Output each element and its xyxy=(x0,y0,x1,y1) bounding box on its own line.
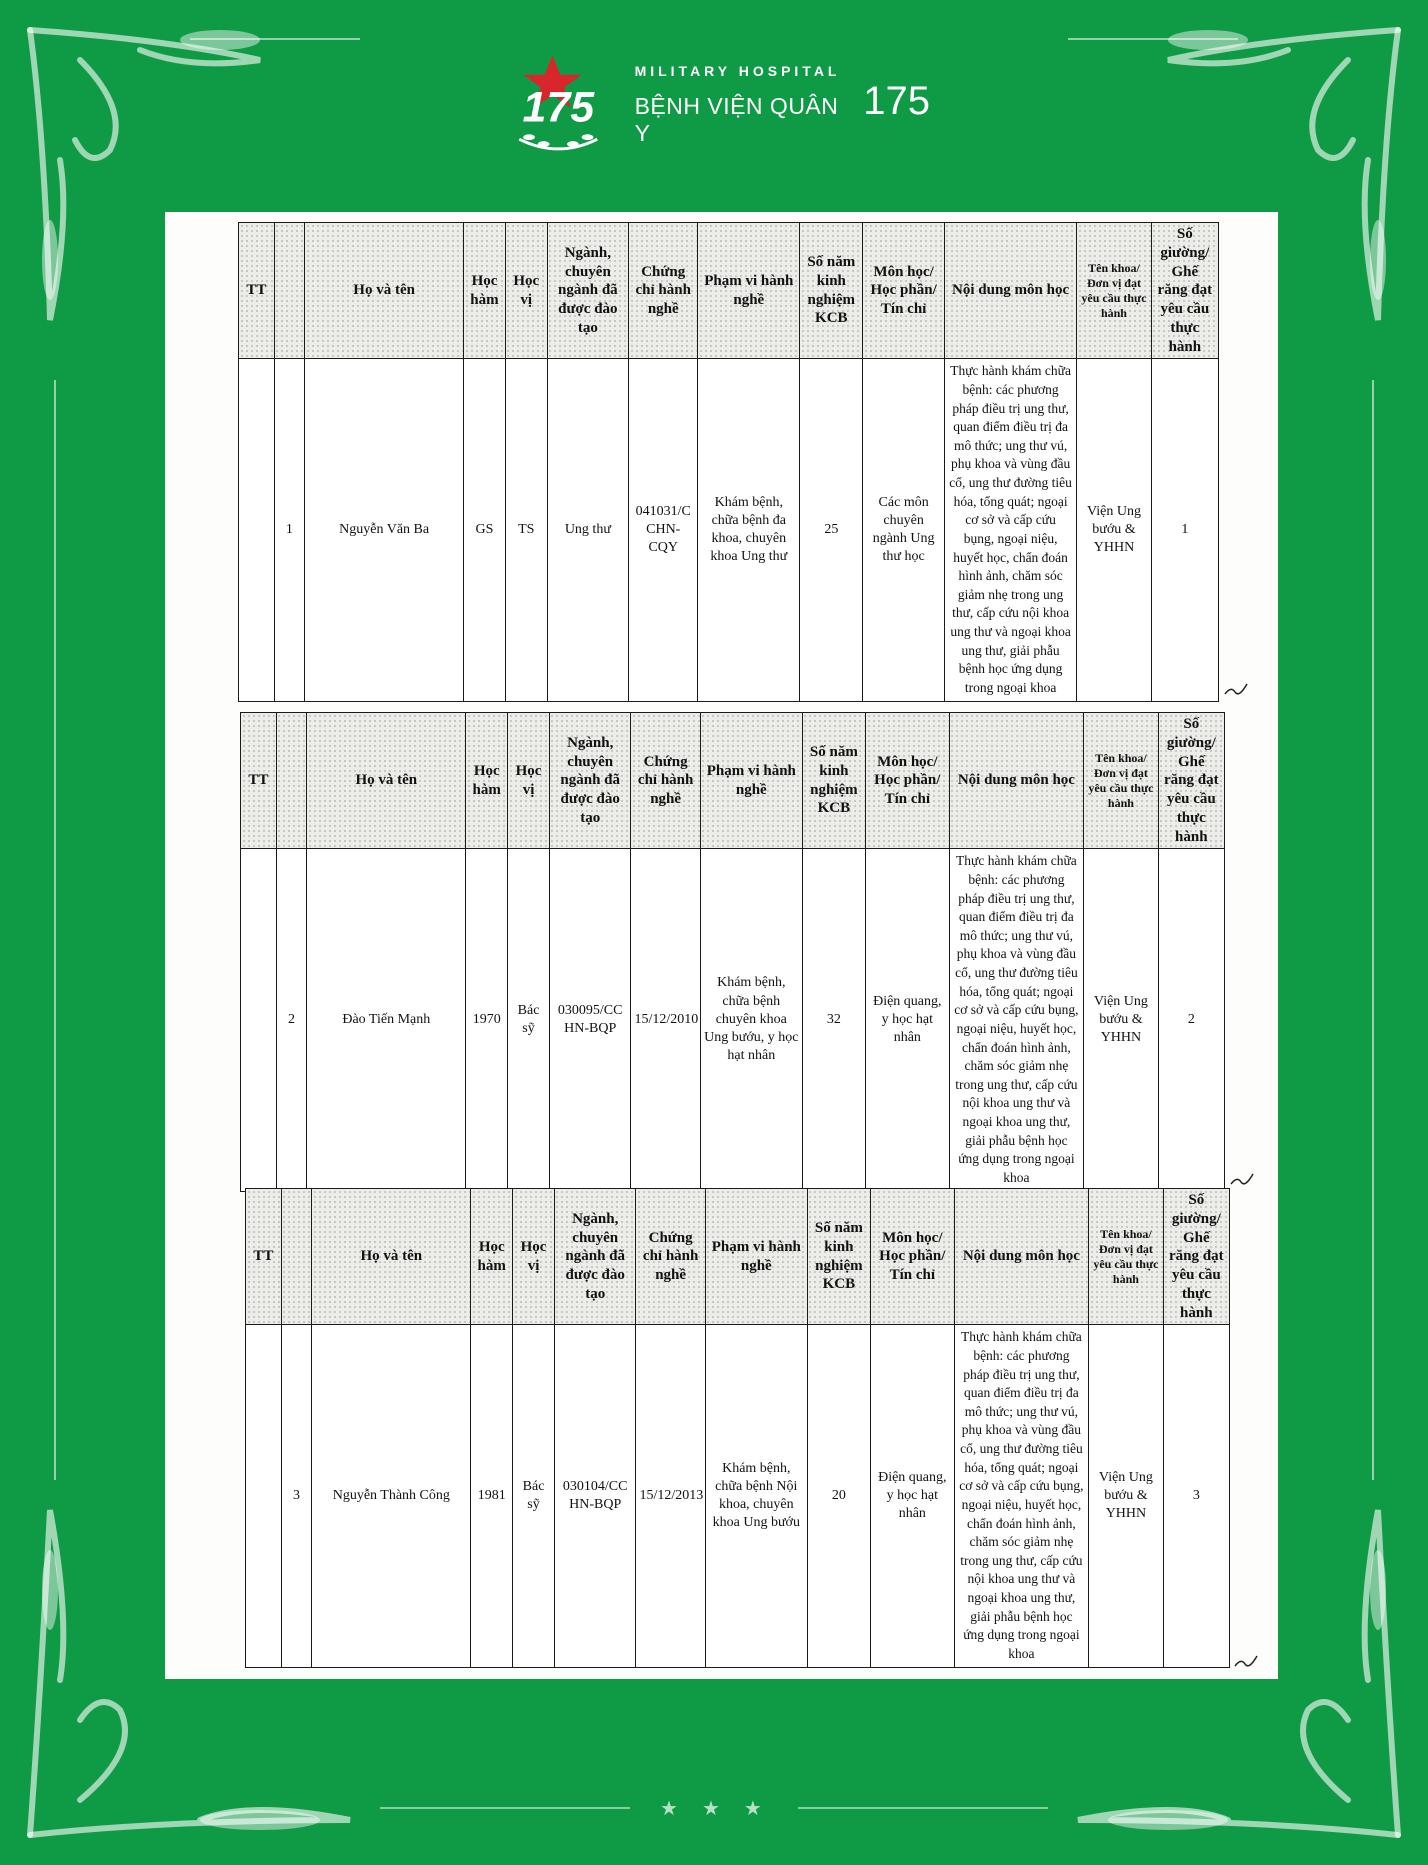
cell-noi-dung: Thực hành khám chữa bệnh: các phương pháp điều trị ung thư, quan điểm điều trị đa mô thức; ung thư vú, phụ khoa và vùng đầu cổ, ung thư đường tiêu hóa, tổng quát; ngoại cơ sở và cấp cứu bụng, ngoại niệu, huyết học, chẩn đoán hình ảnh, chăm sóc giảm nhẹ trong ung thư, cấp cứu nội khoa ung thư và ngoại khoa ung thư, giải phẫu bệnh học ứng dụng trong ngoại khoa xyxy=(949,849,1084,1191)
header-tt: TT xyxy=(239,223,275,359)
initial-mark-icon xyxy=(1223,680,1249,698)
cell-ten-khoa: Viện Ung bướu & YHHN xyxy=(1084,849,1158,1191)
header-nganh: Ngành, chuyên ngành đã được đào tạo xyxy=(547,223,628,359)
header-chung-chi: Chứng chỉ hành nghề xyxy=(631,713,700,849)
cell-ho-ten: Nguyễn Văn Ba xyxy=(305,359,464,701)
header-chung-chi: Chứng chỉ hành nghề xyxy=(636,1189,705,1325)
cell-hoc-vi: Bác sỹ xyxy=(508,849,550,1191)
cell-mon-hoc: Điện quang, y học hạt nhân xyxy=(866,849,950,1191)
cell-ten-khoa: Viện Ung bướu & YHHN xyxy=(1089,1325,1163,1667)
footer-line-left xyxy=(380,1807,630,1809)
cell-tt: 2 xyxy=(276,849,307,1191)
hospital-logo-icon xyxy=(490,50,627,160)
cell-tt: 1 xyxy=(274,359,305,701)
header-so-nam: Số năm kinh nghiệm KCB xyxy=(800,223,863,359)
frame-line-left xyxy=(54,380,56,1480)
cell-blank xyxy=(239,359,275,701)
cell-so-giuong: 2 xyxy=(1158,849,1224,1191)
header-ten-khoa: Tên khoa/ Đơn vị đạt yêu cầu thực hành xyxy=(1089,1189,1163,1325)
header-so-giuong: Số giường/ Ghế răng đạt yêu cầu thực hành xyxy=(1151,223,1218,359)
header-hoc-vi: Học vị xyxy=(508,713,550,849)
header-pham-vi: Phạm vi hành nghề xyxy=(698,223,800,359)
cell-mon-hoc: Điện quang, y học hạt nhân xyxy=(871,1325,955,1667)
brand-text xyxy=(635,63,930,147)
header-pham-vi: Phạm vi hành nghề xyxy=(705,1189,807,1325)
cell-hoc-ham: 1981 xyxy=(471,1325,513,1667)
star-icon: ★ xyxy=(660,1798,678,1820)
header-mon-hoc: Môn học/ Học phần/ Tín chỉ xyxy=(863,223,944,359)
cell-tt: 3 xyxy=(281,1325,312,1667)
header-ten-khoa: Tên khoa/ Đơn vị đạt yêu cầu thực hành xyxy=(1084,713,1158,849)
header-hoc-ham: Học hàm xyxy=(471,1189,513,1325)
cell-so-nam: 25 xyxy=(800,359,863,701)
header-blank xyxy=(274,223,305,359)
brand-line-vi: BỆNH VIỆN QUÂN Y xyxy=(634,93,839,146)
header-tt: TT xyxy=(241,713,277,849)
header-nganh: Ngành, chuyên ngành đã được đào tạo xyxy=(554,1189,636,1325)
header-tt: TT xyxy=(246,1189,282,1325)
cell-noi-dung: Thực hành khám chữa bệnh: các phương pháp điều trị ung thư, quan điểm điều trị đa mô thức; ung thư vú, phụ khoa và vùng đầu cổ, ung thư đường tiêu hóa, tổng quát; ngoại cơ sở và cấp cứu bụng, ngoại niệu, huyết học, chẩn đoán hình ảnh, chăm sóc giảm nhẹ trong ung thư, cấp cứu nội khoa ung thư và ngoại khoa ung thư, giải phẫu bệnh học ứng dụng trong ngoại khoa xyxy=(944,359,1076,701)
header-ho-ten: Họ và tên xyxy=(305,223,464,359)
table-row xyxy=(246,1325,1230,1667)
header-noi-dung: Nội dung môn học xyxy=(949,713,1084,849)
staff-table-1 xyxy=(238,222,1219,702)
cell-blank xyxy=(241,849,277,1191)
header-pham-vi: Phạm vi hành nghề xyxy=(700,713,802,849)
cell-nganh: Ung thư xyxy=(547,359,628,701)
cell-so-giuong: 3 xyxy=(1163,1325,1229,1667)
header-hoc-ham: Học hàm xyxy=(466,713,508,849)
cell-nganh: 030095/CC HN-BQP xyxy=(549,849,631,1191)
cell-hoc-vi: Bác sỹ xyxy=(513,1325,555,1667)
logo-text: 175 xyxy=(522,83,595,132)
header-mon-hoc: Môn học/ Học phần/ Tín chỉ xyxy=(871,1189,955,1325)
brand-number: 175 xyxy=(863,79,930,123)
cell-pham-vi: Khám bệnh, chữa bệnh Nội khoa, chuyên khoa Ung bướu xyxy=(705,1325,807,1667)
header-ho-ten: Họ và tên xyxy=(307,713,466,849)
cell-hoc-ham: GS xyxy=(464,359,506,701)
header-noi-dung: Nội dung môn học xyxy=(944,223,1076,359)
scanned-document xyxy=(165,212,1278,1679)
footer-line-right xyxy=(798,1807,1048,1809)
cell-so-giuong: 1 xyxy=(1151,359,1218,701)
star-icon: ★ xyxy=(743,1798,762,1820)
brand-line-en: MILITARY HOSPITAL xyxy=(634,63,841,79)
hospital-header xyxy=(490,50,930,160)
header-hoc-ham: Học hàm xyxy=(464,223,506,359)
cell-blank xyxy=(246,1325,282,1667)
cell-ten-khoa: Viện Ung bướu & YHHN xyxy=(1077,359,1151,701)
footer-stars xyxy=(660,1796,762,1821)
header-chung-chi: Chứng chỉ hành nghề xyxy=(629,223,698,359)
cell-so-nam: 32 xyxy=(802,849,865,1191)
initial-mark-icon xyxy=(1229,1170,1255,1188)
cell-mon-hoc: Các môn chuyên ngành Ung thư học xyxy=(863,359,944,701)
cell-pham-vi: Khám bệnh, chữa bệnh đa khoa, chuyên khoa Ung thư xyxy=(698,359,800,701)
cell-so-nam: 20 xyxy=(807,1325,870,1667)
header-so-nam: Số năm kinh nghiệm KCB xyxy=(807,1189,870,1325)
cell-pham-vi: Khám bệnh, chữa bệnh chuyên khoa Ung bướu, y học hạt nhân xyxy=(700,849,802,1191)
header-so-giuong: Số giường/ Ghế răng đạt yêu cầu thực hành xyxy=(1163,1189,1229,1325)
cell-nganh: 030104/CC HN-BQP xyxy=(554,1325,636,1667)
header-so-nam: Số năm kinh nghiệm KCB xyxy=(802,713,865,849)
star-icon: ★ xyxy=(701,1798,720,1820)
header-noi-dung: Nội dung môn học xyxy=(954,1189,1089,1325)
header-hoc-vi: Học vị xyxy=(513,1189,555,1325)
cell-hoc-vi: TS xyxy=(505,359,547,701)
staff-table-2 xyxy=(240,712,1225,1192)
cell-ho-ten: Nguyễn Thành Công xyxy=(312,1325,471,1667)
cell-ho-ten: Đào Tiến Mạnh xyxy=(307,849,466,1191)
header-blank xyxy=(276,713,307,849)
header-ho-ten: Họ và tên xyxy=(312,1189,471,1325)
initial-mark-icon xyxy=(1233,1652,1259,1670)
cell-chung-chi: 15/12/2013 xyxy=(636,1325,705,1667)
header-blank xyxy=(281,1189,312,1325)
cell-noi-dung: Thực hành khám chữa bệnh: các phương pháp điều trị ung thư, quan điểm điều trị đa mô thức; ung thư vú, phụ khoa và vùng đầu cổ, ung thư đường tiêu hóa, tổng quát; ngoại cơ sở và cấp cứu bụng, ngoại niệu, huyết học, chẩn đoán hình ảnh, chăm sóc giảm nhẹ trong ung thư, cấp cứu nội khoa ung thư và ngoại khoa ung thư, giải phẫu bệnh học ứng dụng trong ngoại khoa xyxy=(954,1325,1089,1667)
header-ten-khoa: Tên khoa/ Đơn vị đạt yêu cầu thực hành xyxy=(1077,223,1151,359)
staff-table-3 xyxy=(245,1188,1230,1668)
header-nganh: Ngành, chuyên ngành đã được đào tạo xyxy=(549,713,631,849)
frame-line-right xyxy=(1372,380,1374,1480)
cell-chung-chi: 15/12/2010 xyxy=(631,849,700,1191)
cell-chung-chi: 041031/C CHN-CQY xyxy=(629,359,698,701)
header-mon-hoc: Môn học/ Học phần/ Tín chỉ xyxy=(866,713,950,849)
header-so-giuong: Số giường/ Ghế răng đạt yêu cầu thực hành xyxy=(1158,713,1224,849)
table-row xyxy=(239,359,1219,701)
table-row xyxy=(241,849,1225,1191)
header-hoc-vi: Học vị xyxy=(505,223,547,359)
cell-hoc-ham: 1970 xyxy=(466,849,508,1191)
